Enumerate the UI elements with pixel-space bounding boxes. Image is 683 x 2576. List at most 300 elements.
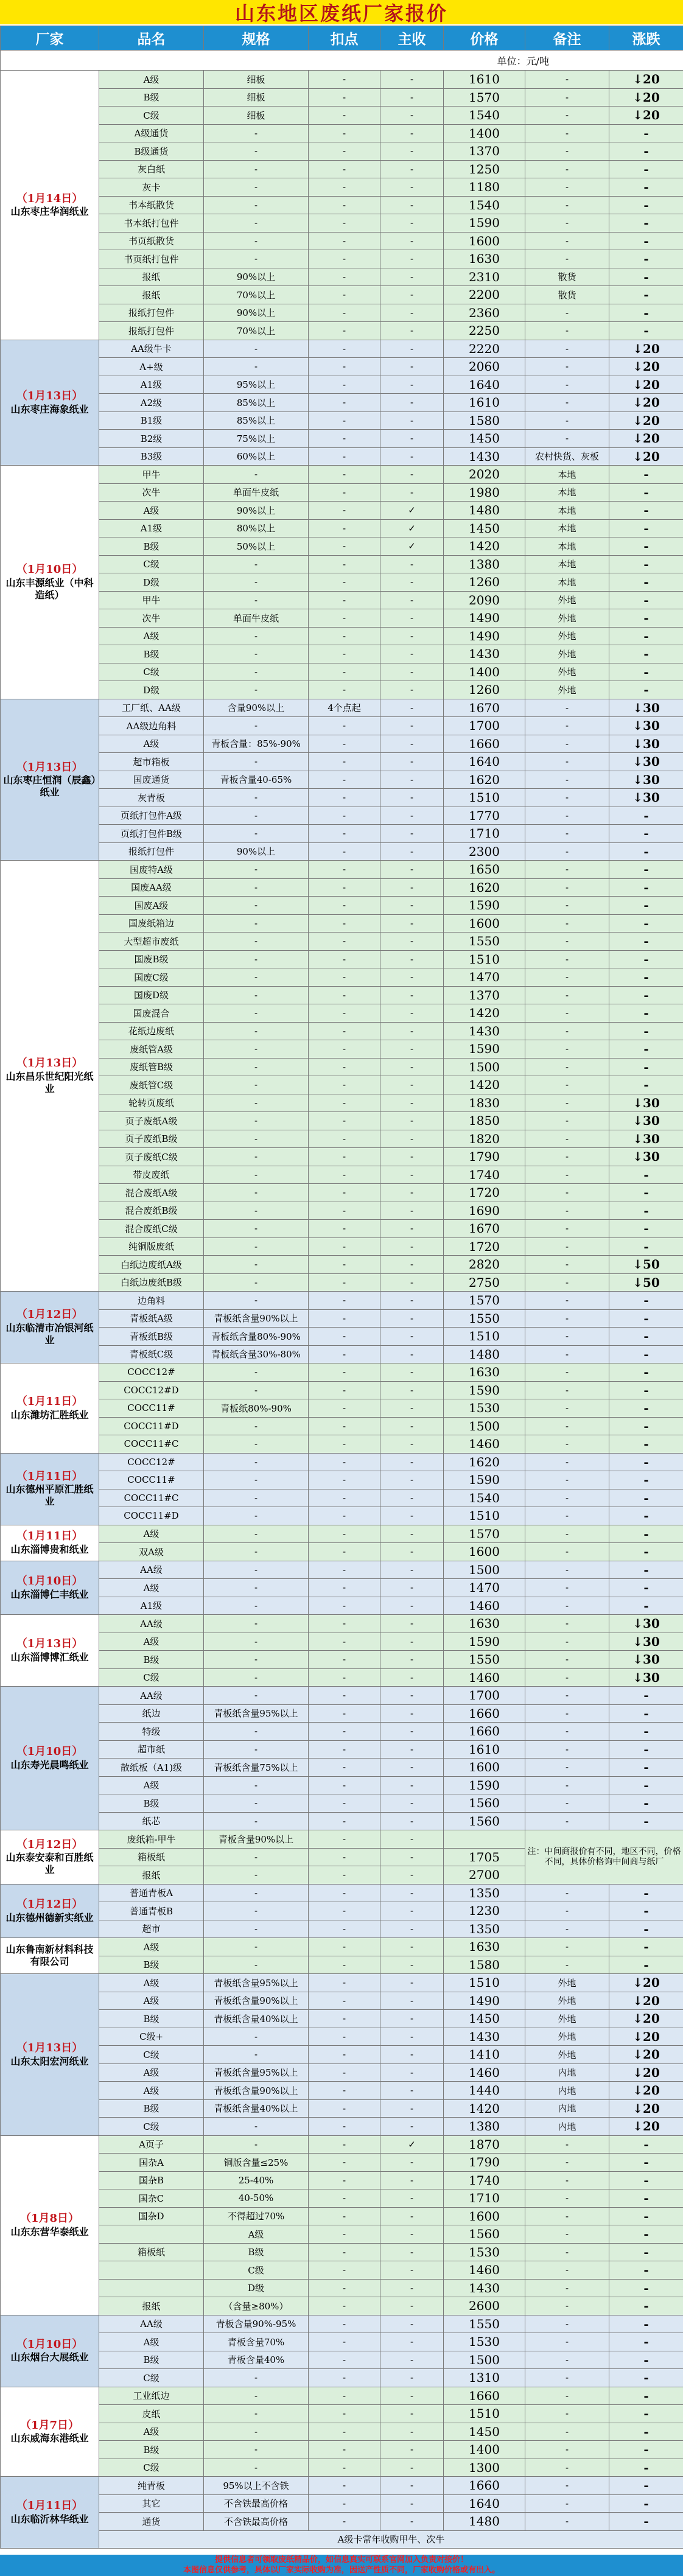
- deduction-cell: -: [309, 1938, 380, 1956]
- change-cell: -: [609, 825, 683, 843]
- spec-cell: -: [204, 717, 309, 735]
- spec-cell: -: [204, 1130, 309, 1148]
- deduction-cell: -: [309, 1040, 380, 1059]
- main-cell: -: [380, 1112, 444, 1130]
- price-cell: 1620: [444, 878, 525, 897]
- deduction-cell: -: [309, 717, 380, 735]
- remark-cell: -: [525, 878, 609, 897]
- price-cell: 1300: [444, 2459, 525, 2477]
- remark-cell: -: [525, 842, 609, 861]
- factory-cell: [1, 699, 99, 861]
- spec-cell: 青板纸含量90%以上: [204, 1992, 309, 2010]
- main-cell: ✓: [380, 519, 444, 537]
- factory-name: 山东德州平原汇胜纸业: [5, 1483, 94, 1508]
- table-row: [1, 1094, 683, 1112]
- change-cell: -: [609, 1812, 683, 1830]
- price-cell: 1580: [444, 411, 525, 430]
- table-row: [1, 1058, 683, 1076]
- remark-cell: -: [525, 430, 609, 448]
- price-cell: 1550: [444, 2315, 525, 2333]
- main-cell: -: [380, 1022, 444, 1040]
- product-cell: A级: [99, 502, 204, 520]
- product-cell: C级+: [99, 2028, 204, 2046]
- change-cell: ↓30: [609, 1130, 683, 1148]
- product-cell: 国废特A级: [99, 861, 204, 879]
- product-cell: AA级边角料: [99, 717, 204, 735]
- main-cell: -: [380, 1040, 444, 1059]
- price-cell: 1510: [444, 950, 525, 968]
- factory-name: 山东烟台大展纸业: [10, 2351, 89, 2364]
- remark-cell: 本地: [525, 555, 609, 573]
- change-cell: -: [609, 1417, 683, 1435]
- main-cell: -: [380, 2423, 444, 2441]
- change-cell: -: [609, 466, 683, 484]
- factory-name: 山东枣庄海象纸业: [10, 403, 89, 415]
- main-cell: -: [380, 789, 444, 807]
- main-cell: -: [380, 196, 444, 214]
- remark-cell: -: [525, 71, 609, 89]
- main-cell: -: [380, 2333, 444, 2351]
- change-cell: -: [609, 1507, 683, 1525]
- product-cell: 白纸边废纸B级: [99, 1273, 204, 1292]
- product-cell: B级: [99, 88, 204, 107]
- factory-cell: [1, 466, 99, 699]
- change-cell: -: [609, 1202, 683, 1220]
- main-cell: -: [380, 2207, 444, 2225]
- spec-cell: 95%以上: [204, 376, 309, 394]
- spec-cell: 70%以上: [204, 286, 309, 304]
- main-cell: -: [380, 2387, 444, 2405]
- change-cell: -: [609, 178, 683, 197]
- product-cell: C级: [99, 107, 204, 125]
- price-cell: 1650: [444, 861, 525, 879]
- table-row: [1, 968, 683, 987]
- main-cell: -: [380, 1220, 444, 1238]
- main-cell: -: [380, 286, 444, 304]
- product-cell: 双A级: [99, 1543, 204, 1561]
- deduction-cell: -: [309, 1776, 380, 1794]
- spec-cell: -: [204, 1489, 309, 1507]
- change-cell: ↓20: [609, 394, 683, 412]
- table-row: [1, 411, 683, 430]
- remark-cell: 内地: [525, 2118, 609, 2136]
- header-main: 主收: [380, 26, 444, 51]
- change-cell: ↓50: [609, 1273, 683, 1292]
- table-row: [1, 1525, 683, 1543]
- deduction-cell: -: [309, 1202, 380, 1220]
- main-cell: -: [380, 1363, 444, 1382]
- remark-cell: -: [525, 2207, 609, 2225]
- product-cell: 甲牛: [99, 591, 204, 609]
- spec-cell: 青板含量90%-95%: [204, 2315, 309, 2333]
- table-row: [1, 178, 683, 197]
- price-cell: 1770: [444, 807, 525, 825]
- price-cell: 1550: [444, 1309, 525, 1328]
- spec-cell: -: [204, 968, 309, 987]
- table-row: [1, 1130, 683, 1148]
- header-spec: 规格: [204, 26, 309, 51]
- remark-cell: -: [525, 1615, 609, 1633]
- product-cell: 超市纸: [99, 1740, 204, 1759]
- table-row: [1, 1884, 683, 1902]
- table-row: [1, 1723, 683, 1741]
- remark-cell: -: [525, 1794, 609, 1813]
- product-cell: A页子: [99, 2135, 204, 2154]
- price-cell: 1600: [444, 1543, 525, 1561]
- remark-cell: -: [525, 196, 609, 214]
- change-cell: ↓20: [609, 71, 683, 89]
- deduction-cell: -: [309, 807, 380, 825]
- spec-cell: 70%以上: [204, 322, 309, 340]
- product-cell: C级: [99, 1668, 204, 1687]
- change-cell: ↓50: [609, 1256, 683, 1274]
- main-cell: -: [380, 1237, 444, 1256]
- remark-cell: -: [525, 1148, 609, 1166]
- change-cell: -: [609, 2243, 683, 2261]
- price-cell: 1470: [444, 1579, 525, 1597]
- main-cell: -: [380, 268, 444, 286]
- product-cell: A级: [99, 2423, 204, 2441]
- product-cell: D级: [99, 573, 204, 592]
- deduction-cell: -: [309, 1884, 380, 1902]
- change-cell: -: [609, 2315, 683, 2333]
- price-cell: 1610: [444, 394, 525, 412]
- deduction-cell: -: [309, 681, 380, 699]
- product-cell: 报纸打包件: [99, 322, 204, 340]
- product-cell: 书页纸散货: [99, 232, 204, 250]
- deduction-cell: -: [309, 214, 380, 233]
- main-cell: -: [380, 178, 444, 197]
- remark-cell: -: [525, 1256, 609, 1274]
- main-cell: -: [380, 430, 444, 448]
- deduction-cell: -: [309, 2351, 380, 2369]
- change-cell: -: [609, 573, 683, 592]
- deduction-cell: -: [309, 1525, 380, 1543]
- spec-cell: -: [204, 1220, 309, 1238]
- remark-cell: -: [525, 1273, 609, 1292]
- table-row: [1, 2243, 683, 2261]
- deduction-cell: -: [309, 2189, 380, 2208]
- table-row: [1, 1166, 683, 1184]
- change-cell: -: [609, 142, 683, 161]
- product-cell: A级: [99, 627, 204, 645]
- remark-cell: 内地: [525, 2099, 609, 2118]
- price-cell: 1480: [444, 502, 525, 520]
- change-cell: -: [609, 1579, 683, 1597]
- table-row: [1, 1022, 683, 1040]
- spec-cell: -: [204, 214, 309, 233]
- product-cell: 灰卡: [99, 178, 204, 197]
- deduction-cell: -: [309, 1543, 380, 1561]
- deduction-cell: -: [309, 447, 380, 466]
- price-cell: 2310: [444, 268, 525, 286]
- table-row: [1, 1902, 683, 1920]
- main-cell: -: [380, 1561, 444, 1579]
- remark-cell: -: [525, 1381, 609, 1399]
- change-cell: ↓20: [609, 107, 683, 125]
- spec-cell: -: [204, 340, 309, 358]
- product-cell: B级: [99, 1956, 204, 1974]
- deduction-cell: -: [309, 1812, 380, 1830]
- product-cell: 带皮废纸: [99, 1166, 204, 1184]
- change-cell: -: [609, 160, 683, 178]
- remark-cell: -: [525, 1759, 609, 1777]
- factory-name: 山东鲁南新材料科技有限公司: [5, 1944, 94, 1967]
- price-cell: 1510: [444, 789, 525, 807]
- footer-line-1: 提供信息者可领取废纸精品价，如信息真实可联系官网加入负责对接价！: [214, 2555, 468, 2565]
- product-cell: 废纸管C级: [99, 1076, 204, 1094]
- change-cell: -: [609, 2477, 683, 2495]
- table-row: [1, 1830, 683, 1849]
- product-cell: COCC11#: [99, 1399, 204, 1418]
- header-deduction: 扣点: [309, 26, 380, 51]
- change-cell: ↓30: [609, 1148, 683, 1166]
- table-row: [1, 1417, 683, 1435]
- spec-cell: -: [204, 789, 309, 807]
- change-cell: -: [609, 232, 683, 250]
- change-cell: -: [609, 897, 683, 915]
- table-row: [1, 771, 683, 789]
- change-cell: ↓30: [609, 1094, 683, 1112]
- product-cell: [99, 2279, 204, 2297]
- table-row: [1, 2135, 683, 2154]
- change-cell: ↓20: [609, 447, 683, 466]
- price-cell: 2250: [444, 322, 525, 340]
- unit-row: [1, 51, 683, 71]
- table-row: [1, 2063, 683, 2082]
- table-row: [1, 519, 683, 537]
- deduction-cell: -: [309, 1309, 380, 1328]
- spec-cell: -: [204, 950, 309, 968]
- spec-cell: 青板含量40%: [204, 2351, 309, 2369]
- main-cell: -: [380, 304, 444, 322]
- change-cell: -: [609, 2513, 683, 2531]
- main-cell: -: [380, 1273, 444, 1292]
- spec-cell: 75%以上: [204, 430, 309, 448]
- remark-cell: -: [525, 1561, 609, 1579]
- remark-cell: -: [525, 1471, 609, 1489]
- product-cell: 混合废纸C级: [99, 1220, 204, 1238]
- price-cell: 2090: [444, 591, 525, 609]
- product-cell: 大型超市废纸: [99, 933, 204, 951]
- change-cell: -: [609, 1938, 683, 1956]
- deduction-cell: -: [309, 1687, 380, 1705]
- deduction-cell: -: [309, 2405, 380, 2423]
- remark-cell: -: [525, 1938, 609, 1956]
- product-cell: AA级: [99, 2315, 204, 2333]
- change-cell: -: [609, 2387, 683, 2405]
- factory-cell: [1, 2315, 99, 2387]
- remark-cell: -: [525, 1723, 609, 1741]
- price-cell: 1710: [444, 825, 525, 843]
- remark-cell: -: [525, 2135, 609, 2154]
- deduction-cell: -: [309, 2387, 380, 2405]
- remark-cell: -: [525, 2441, 609, 2459]
- deduction-cell: -: [309, 466, 380, 484]
- spec-cell: -: [204, 1956, 309, 1974]
- change-cell: -: [609, 1740, 683, 1759]
- remark-cell: -: [525, 950, 609, 968]
- product-cell: 青板纸B级: [99, 1328, 204, 1346]
- remark-cell: -: [525, 1543, 609, 1561]
- price-cell: 1560: [444, 1794, 525, 1813]
- spec-cell: -: [204, 1292, 309, 1310]
- remark-cell: 外地: [525, 591, 609, 609]
- table-row: [1, 753, 683, 771]
- main-cell: -: [380, 1830, 444, 1849]
- main-cell: -: [380, 2315, 444, 2333]
- price-cell: 1510: [444, 1328, 525, 1346]
- deduction-cell: -: [309, 591, 380, 609]
- price-cell: 1660: [444, 1704, 525, 1723]
- factory-date: （1月11日）: [16, 1395, 83, 1408]
- table-row: [1, 1974, 683, 1992]
- factory-name: 山东淄博博汇纸业: [10, 1651, 89, 1663]
- main-cell: -: [380, 160, 444, 178]
- factory-date: （1月13日）: [16, 760, 83, 774]
- spec-cell: -: [204, 250, 309, 268]
- table-row: [1, 2530, 683, 2549]
- price-cell: 1370: [444, 142, 525, 161]
- main-cell: -: [380, 1633, 444, 1651]
- main-cell: -: [380, 1597, 444, 1615]
- price-cell: 1630: [444, 1938, 525, 1956]
- product-cell: 青板纸A级: [99, 1309, 204, 1328]
- product-cell: COCC12#: [99, 1453, 204, 1471]
- main-cell: ✓: [380, 502, 444, 520]
- main-cell: -: [380, 771, 444, 789]
- main-cell: -: [380, 2046, 444, 2064]
- remark-cell: -: [525, 1597, 609, 1615]
- main-cell: -: [380, 1328, 444, 1346]
- product-cell: COCC12#: [99, 1363, 204, 1382]
- table-row: [1, 1112, 683, 1130]
- price-cell: 1430: [444, 1022, 525, 1040]
- table-row: [1, 124, 683, 142]
- spec-cell: 90%以上: [204, 842, 309, 861]
- table-row: [1, 2459, 683, 2477]
- price-cell: 1350: [444, 1920, 525, 1938]
- product-cell: 混合废纸A级: [99, 1184, 204, 1202]
- deduction-cell: -: [309, 2513, 380, 2531]
- change-cell: -: [609, 950, 683, 968]
- remark-cell: -: [525, 1094, 609, 1112]
- unit-label: 单位：元/吨: [1, 51, 683, 71]
- product-cell: A1级: [99, 1597, 204, 1615]
- remark-cell: -: [525, 178, 609, 197]
- remark-cell: -: [525, 2243, 609, 2261]
- main-cell: -: [380, 1902, 444, 1920]
- main-cell: -: [380, 340, 444, 358]
- change-cell: -: [609, 322, 683, 340]
- main-cell: -: [380, 609, 444, 628]
- spec-cell: -: [204, 2405, 309, 2423]
- main-cell: -: [380, 232, 444, 250]
- product-cell: [99, 2261, 204, 2280]
- table-row: [1, 1435, 683, 1454]
- remark-cell: -: [525, 1525, 609, 1543]
- change-cell: -: [609, 1363, 683, 1382]
- change-cell: -: [609, 1076, 683, 1094]
- remark-cell: 外地: [525, 609, 609, 628]
- price-cell: 1310: [444, 2369, 525, 2387]
- product-cell: A级: [99, 71, 204, 89]
- factory-date: （1月12日）: [16, 1838, 83, 1851]
- change-cell: -: [609, 2441, 683, 2459]
- factory-cell: [1, 2477, 99, 2549]
- price-cell: 1560: [444, 2225, 525, 2244]
- table-row: [1, 483, 683, 502]
- change-cell: -: [609, 2369, 683, 2387]
- factory-cell: [1, 2135, 99, 2315]
- table-row: [1, 71, 683, 89]
- table-row: [1, 861, 683, 879]
- spec-cell: 细板: [204, 88, 309, 107]
- spec-cell: -: [204, 1381, 309, 1399]
- spec-cell: -: [204, 986, 309, 1004]
- spec-cell: -: [204, 825, 309, 843]
- remark-cell: -: [525, 2279, 609, 2297]
- spec-cell: -: [204, 1633, 309, 1651]
- spec-cell: 90%以上: [204, 502, 309, 520]
- table-row: [1, 1704, 683, 1723]
- main-cell: -: [380, 1723, 444, 1741]
- spec-cell: 青板含量70%: [204, 2333, 309, 2351]
- main-cell: -: [380, 1076, 444, 1094]
- deduction-cell: -: [309, 2441, 380, 2459]
- change-cell: -: [609, 1040, 683, 1059]
- main-cell: -: [380, 1974, 444, 1992]
- remark-cell: -: [525, 735, 609, 753]
- product-cell: 青板纸C级: [99, 1345, 204, 1363]
- table-row: [1, 986, 683, 1004]
- table-row: [1, 2261, 683, 2280]
- product-cell: 灰白纸: [99, 160, 204, 178]
- product-cell: 通货: [99, 2513, 204, 2531]
- table-row: [1, 1309, 683, 1328]
- change-cell: -: [609, 914, 683, 933]
- price-cell: 1450: [444, 2423, 525, 2441]
- table-row: [1, 1363, 683, 1382]
- product-cell: 国杂B: [99, 2171, 204, 2189]
- price-cell: 1400: [444, 2441, 525, 2459]
- remark-cell: 外地: [525, 645, 609, 663]
- deduction-cell: -: [309, 1148, 380, 1166]
- deduction-cell: -: [309, 519, 380, 537]
- product-cell: A级: [99, 1776, 204, 1794]
- price-cell: 1580: [444, 1956, 525, 1974]
- change-cell: ↓30: [609, 1112, 683, 1130]
- table-row: [1, 573, 683, 592]
- spec-cell: 90%以上: [204, 268, 309, 286]
- deduction-cell: -: [309, 537, 380, 556]
- product-cell: 其它: [99, 2494, 204, 2513]
- remark-cell: 外地: [525, 1992, 609, 2010]
- deduction-cell: -: [309, 1866, 380, 1885]
- product-cell: 书本纸打包件: [99, 214, 204, 233]
- remark-cell: 内地: [525, 2063, 609, 2082]
- table-row: [1, 1148, 683, 1166]
- table-row: [1, 502, 683, 520]
- price-cell: 1620: [444, 771, 525, 789]
- spec-cell: -: [204, 681, 309, 699]
- table-row: [1, 914, 683, 933]
- product-cell: A级: [99, 1974, 204, 1992]
- table-row: [1, 304, 683, 322]
- remark-cell: -: [525, 1166, 609, 1184]
- deduction-cell: -: [309, 1076, 380, 1094]
- remark-cell: -: [525, 250, 609, 268]
